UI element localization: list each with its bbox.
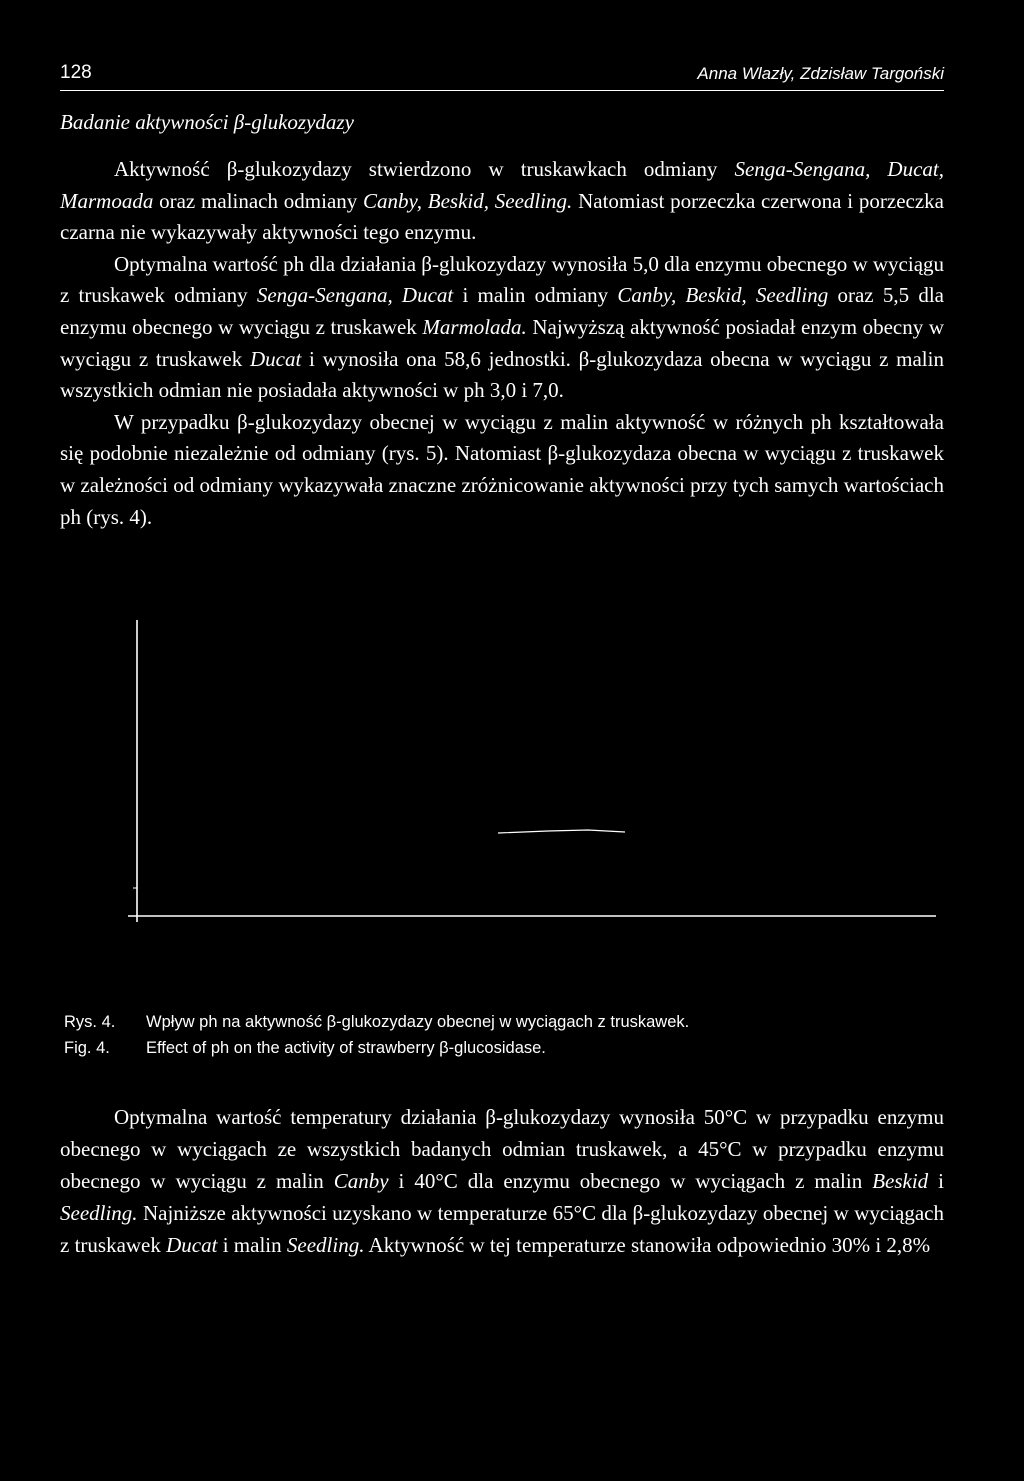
caption-polish-label: Rys. 4.: [64, 1013, 116, 1031]
paragraph-3: W przypadku β-glukozydazy obecnej w wyciągu z malin aktywność w różnych ph kształtowała się podobnie niezależnie od odmiany (rys. 5). Natomiast β-glukozydaza obecna w wyciągu z truskawek w zależności od odmiany wykazywała znaczne zróżnicowanie aktywności przy tych samych wartościach ph (rys. 4).: [60, 409, 944, 529]
body-text-block-1: [60, 154, 944, 533]
caption-polish-text: Wpływ ph na aktywność β-glukozydazy obecnej w wyciągach z truskawek.: [146, 1013, 690, 1031]
figure-caption: [64, 1009, 689, 1061]
running-head: [60, 62, 944, 91]
paragraph-1: Aktywność β-glukozydazy stwierdzono w truskawkach odmiany Senga-Sengana, Ducat, Marmoada oraz malinach odmiany Canby, Beskid, Seedling. Natomiast porzeczka czerwona i porzeczka czarna nie wykazywały aktywności tego enzymu.: [60, 157, 944, 245]
section-heading: Badanie aktywności β-glukozydazy: [60, 110, 354, 134]
page-number: 128: [60, 62, 92, 83]
caption-english-text: Effect of ph on the activity of strawberry β-glucosidase.: [146, 1039, 546, 1057]
paragraph-4: Optymalna wartość temperatury działania β-glukozydazy wynosiła 50°C w przypadku enzymu obecnego w wyciągach ze wszystkich badanych odmian truskawek, a 45°C w przypadku enzymu obecnego w wyciągu z malin Canby i 40°C dla enzymu obecnego w wyciągach z malin Beskid i Seedling. Najniższe aktywności uzyskano w temperaturze 65°C dla β-glukozydazy obecnej w wyciągach z truskawek Ducat i malin Seedling. Aktywność w tej temperaturze stanowiła odpowiednio 30% i 2,8%: [60, 1105, 944, 1257]
caption-polish: [64, 1009, 689, 1035]
caption-english: [64, 1035, 689, 1061]
paragraph-2: Optymalna wartość ph dla działania β-glukozydazy wynosiła 5,0 dla enzymu obecnego w wyciągu z truskawek odmiany Senga-Sengana, Ducat i malin odmiany Canby, Beskid, Seedling oraz 5,5 dla enzymu obecnego w wyciągu z truskawek Marmolada. Najwyższą aktywność posiadał enzym obecny w wyciągu z truskawek Ducat i wynosiła ona 58,6 jednostki. β-glukozydaza obecna w wyciągu z malin wszystkich odmian nie posiadała aktywności w ph 3,0 i 7,0.: [60, 251, 945, 403]
data-line-segment: [498, 830, 625, 833]
running-head-authors: Anna Wlazły, Zdzisław Targoński: [697, 64, 944, 83]
caption-english-label: Fig. 4.: [64, 1039, 110, 1057]
figure-4-plot: [128, 620, 938, 930]
body-text-block-2: [60, 1101, 944, 1261]
